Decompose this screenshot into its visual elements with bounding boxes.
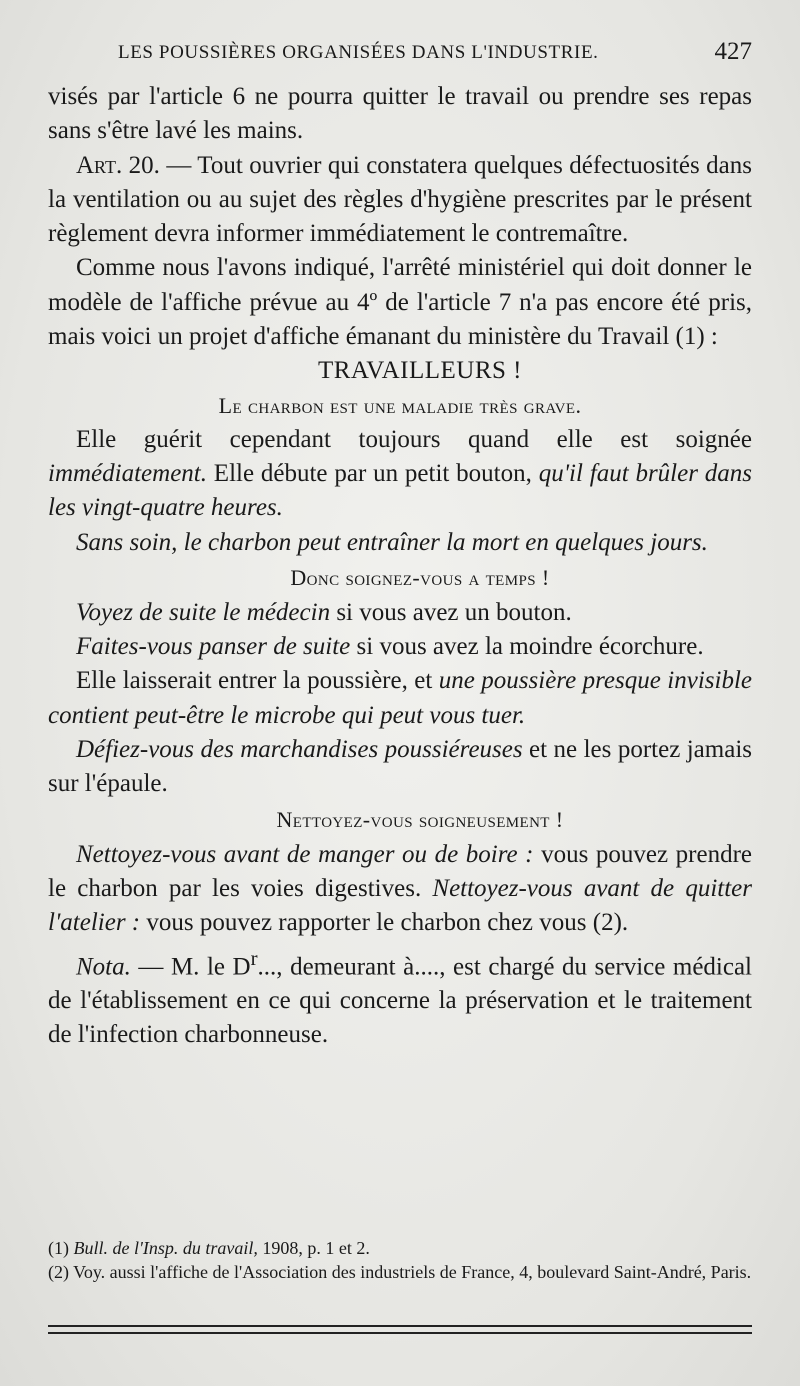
page-body (48, 80, 752, 1053)
text-run: et ne les portez jamais sur l'épaule. (48, 736, 752, 798)
poster-paragraph (48, 664, 752, 733)
footnotes (48, 1236, 752, 1284)
bottom-rule (48, 1325, 752, 1327)
paragraph-article-20 (48, 149, 752, 252)
footnote-title: Bull. de l'Insp. du travail, (73, 1238, 258, 1258)
page-number: 427 (714, 38, 752, 65)
footnote-1 (48, 1236, 752, 1260)
paragraph: Comme nous l'avons indiqué, l'arrêté ministériel qui doit donner le modèle de l'affiche prévue au 4º de l'article 7 n'a pas encore été pris, mais voici un projet d'affiche émanant du ministère du Travail (1) : (48, 254, 752, 351)
poster-paragraph (48, 838, 752, 941)
text-run: 1908, p. 1 et 2. (257, 1238, 370, 1258)
text-run: vous pouvez prendre le charbon par les voies digestives. (48, 840, 752, 902)
text-run: Elle guérit cependant toujours quand elle est soignée (76, 425, 752, 453)
text-run: Elle débute par un petit bouton, (206, 459, 539, 487)
poster-title: TRAVAILLEURS ! (317, 357, 522, 385)
italic-run: Sans soin, le charbon peut entraîner la mort en quelques jours. (76, 528, 708, 556)
poster-paragraph (48, 526, 752, 560)
italic-run: Voyez de suite le médecin (76, 598, 331, 626)
italic-run: Nota. (76, 952, 131, 980)
italic-run: Défiez-vous des marchandises poussiéreuses (76, 736, 523, 764)
text-run: vous pouvez rapporter le charbon chez vous (2). (140, 909, 629, 937)
poster-paragraph-nota (48, 941, 752, 1053)
footnote-mark: (1) (48, 1238, 74, 1258)
italic-run: Nettoyez-vous avant de quitter l'atelier : (48, 874, 752, 937)
article-label: Art. 20. (76, 151, 160, 179)
poster-paragraph (48, 423, 752, 526)
page-header (0, 36, 800, 76)
text-run: si vous avez un bouton. (330, 598, 572, 626)
running-title: LES POUSSIÈRES ORGANISÉES DANS L'INDUSTRIE. (118, 42, 599, 63)
poster-heading: Donc soignez-vous a temps ! (290, 564, 550, 590)
bottom-rule (48, 1332, 752, 1334)
paragraph: visés par l'article 6 ne pourra quitter le travail ou prendre ses repas sans s'être lavé les mains. (48, 83, 752, 145)
poster-paragraph (48, 630, 752, 664)
italic-run: une poussière presque invisible contient peut-être le microbe qui peut vous tuer. (48, 667, 752, 729)
italic-run: Faites-vous panser de suite (76, 633, 351, 661)
article-text: — Tout ouvrier qui constatera quelques défectuosités dans la ventilation ou au sujet des règles d'hygiène prescrites par le présent règlement devra informer immédiatement le contremaître. (48, 151, 752, 248)
text-run: Elle laisserait entrer la poussière, et (76, 667, 439, 695)
poster-heading: Nettoyez-vous soigneusement ! (276, 806, 564, 832)
poster-paragraph (48, 733, 752, 802)
text-run: ..., demeurant à...., est chargé du service médical de l'établissement en ce qui concerne la préservation et le traitement de l'infection charbonneuse. (48, 952, 753, 1049)
text-run: — M. le D (130, 952, 251, 980)
poster-paragraph (48, 596, 752, 630)
italic-run: qu'il faut brûler dans les vingt-quatre heures. (48, 459, 753, 522)
footnote-2: (2) Voy. aussi l'affiche de l'Association des industriels de France, 4, boulevard Saint-André, Paris. (48, 1262, 752, 1282)
italic-run: immédiatement. (48, 459, 207, 487)
superscript: r (250, 945, 258, 970)
italic-run: Nettoyez-vous avant de manger ou de boire : (76, 840, 534, 868)
text-run: si vous avez la moindre écorchure. (350, 633, 704, 661)
poster-subtitle: Le charbon est une maladie très grave. (218, 392, 582, 418)
